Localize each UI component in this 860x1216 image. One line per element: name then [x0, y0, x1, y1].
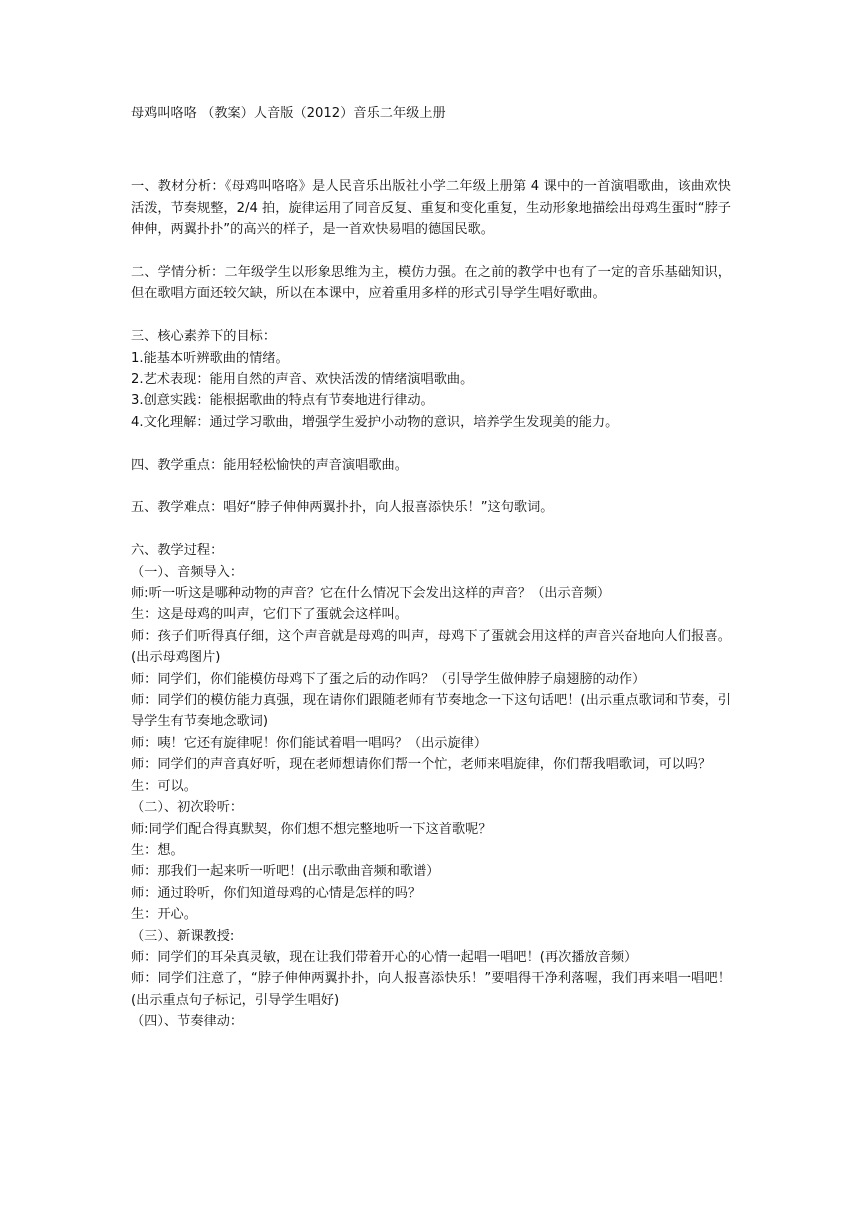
list-item: 2.艺术表现：能用自然的声音、欢快活泼的情绪演唱歌曲。 — [131, 372, 474, 388]
subsection-heading: （四）、节奏律动： — [131, 1014, 244, 1030]
paragraph: 一、教材分析：《母鸡叫咯咯》是人民音乐出版社小学二年级上册第 4 课中的一首演唱歌曲，该曲欢快活泼，节奏规整，2/4 拍，旋律运用了同音反复、重复和变化重复，生动形象地描绘出母鸡生蛋时“脖子伸伸，两翼扑扑”的高兴的样子，是一首欢快易唱的德国民歌。 — [131, 179, 731, 238]
dialogue-line: 师：同学们注意了，“脖子伸伸两翼扑扑，向人报喜添快乐！”要唱得干净利落喔，我们再来唱一唱吧！(出示重点句子标记，引导学生唱好) — [131, 971, 731, 1008]
list-item: 3.创意实践：能根据歌曲的特点有节奏地进行律动。 — [131, 393, 434, 409]
section-difficulties — [131, 497, 731, 518]
subsection-heading: （三）、新课教授: — [131, 928, 235, 944]
subsection-heading: （二）、初次聆听： — [131, 800, 244, 816]
section-teaching-process — [131, 540, 731, 1032]
dialogue-line: 师：同学们的声音真好听，现在老师想请你们帮一个忙，老师来唱旋律，你们帮我唱歌词，可以吗？ — [131, 757, 712, 773]
paragraph: 四、教学重点：能用轻松愉快的声音演唱歌曲。 — [131, 457, 408, 473]
section-heading: 六、教学过程： — [131, 543, 224, 559]
list-item: 1.能基本听辨歌曲的情绪。 — [131, 350, 289, 366]
dialogue-line: 生：开心。 — [131, 907, 197, 923]
dialogue-line: 生：可以。 — [131, 778, 197, 794]
section-heading: 三、核心素养下的目标： — [131, 329, 277, 345]
dialogue-line: 生：想。 — [131, 842, 184, 858]
document-body — [131, 103, 731, 1033]
subsection-heading: （一）、音频导入： — [131, 564, 244, 580]
dialogue-line: 师:同学们配合得真默契，你们想不想完整地听一下这首歌呢？ — [131, 821, 492, 837]
dialogue-line: 师:听一听这是哪种动物的声音？它在什么情况下会发出这样的声音？（出示音频） — [131, 586, 611, 602]
paragraph: 五、教学难点：唱好“脖子伸伸两翼扑扑，向人报喜添快乐！”这句歌词。 — [131, 500, 554, 516]
document-title: 母鸡叫咯咯 （教案）人音版（2012）音乐二年级上册 — [131, 106, 446, 121]
dialogue-line: 师：同学们的耳朵真灵敏，现在让我们带着开心的心情一起唱一唱吧！(再次播放音频） — [131, 949, 638, 965]
section-objectives — [131, 326, 731, 433]
dialogue-line: 师：同学们，你们能模仿母鸡下了蛋之后的动作吗？（引导学生做伸脖子扇翅膀的动作） — [131, 671, 646, 687]
paragraph: 二、学情分析：二年级学生以形象思维为主，模仿力强。在之前的教学中也有了一定的音乐基础知识，但在歌唱方面还较欠缺，所以在本课中，应着重用多样的形式引导学生唱好歌曲。 — [131, 265, 731, 302]
list-item: 4.文化理解：通过学习歌曲，增强学生爱护小动物的意识，培养学生发现美的能力。 — [131, 414, 619, 430]
dialogue-line: 师：孩子们听得真仔细，这个声音就是母鸡的叫声，母鸡下了蛋就会用这样的声音兴奋地向人们报喜。(出示母鸡图片) — [131, 628, 731, 666]
dialogue-line: 生：这是母鸡的叫声，它们下了蛋就会这样叫。 — [131, 607, 408, 623]
dialogue-line: 师：那我们一起来听一听吧！(出示歌曲音频和歌谱） — [131, 864, 440, 880]
section-learner-analysis — [131, 262, 731, 305]
dialogue-line: 师：通过聆听，你们知道母鸡的心情是怎样的吗？ — [131, 885, 422, 901]
dialogue-line: 师：同学们的模仿能力真强，现在请你们跟随老师有节奏地念一下这句话吧！(出示重点歌词和节奏，引导学生有节奏地念歌词) — [131, 693, 731, 730]
section-key-points — [131, 455, 731, 476]
section-analysis — [131, 176, 731, 240]
dialogue-line: 师：咦！它还有旋律呢！你们能试着唱一唱吗？（出示旋律） — [131, 735, 488, 751]
